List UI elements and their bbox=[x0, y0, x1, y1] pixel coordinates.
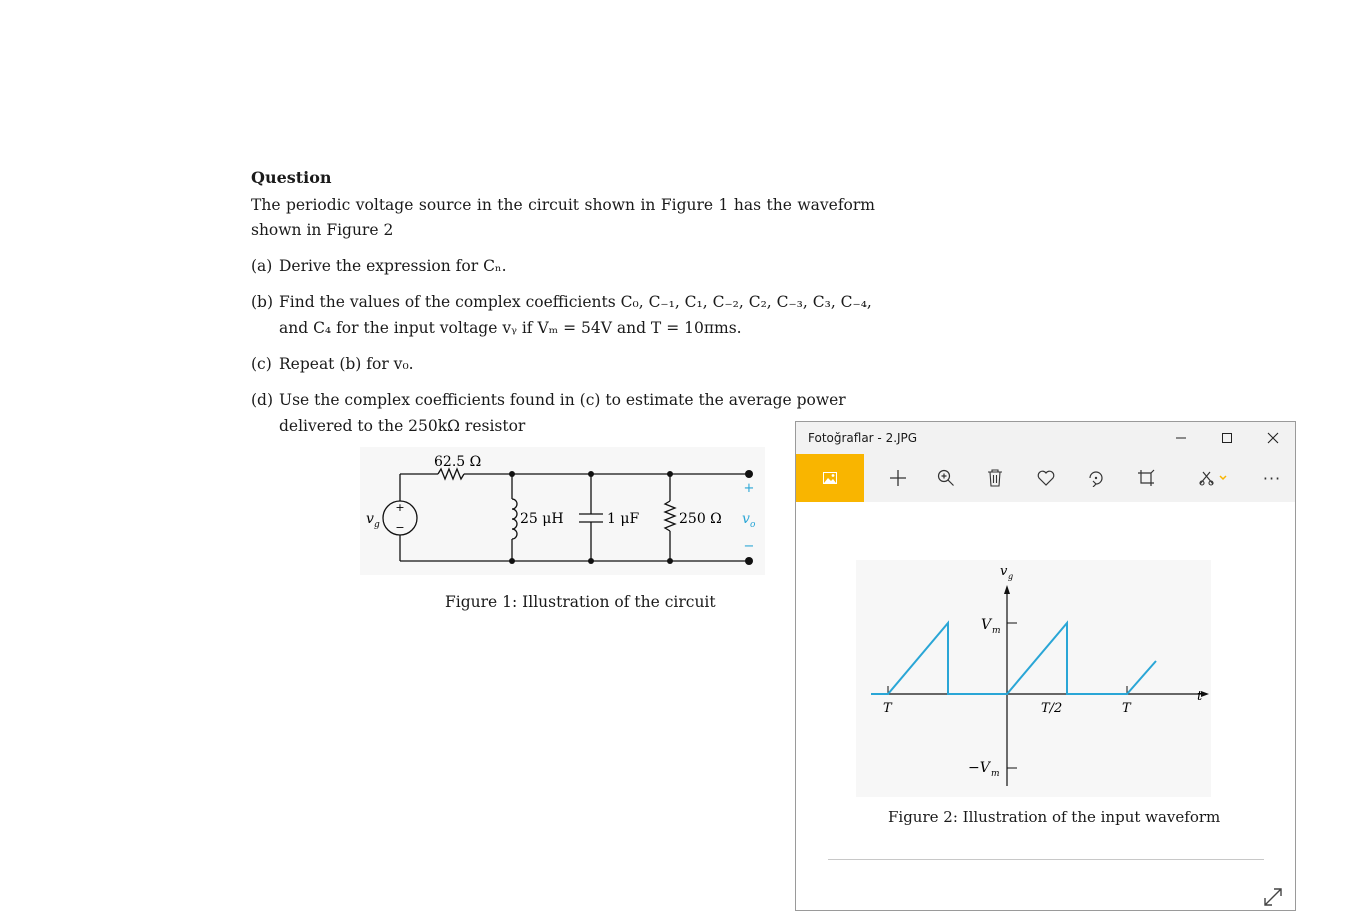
tick-label-mid: T/2 bbox=[1041, 701, 1063, 716]
source-minus: − bbox=[395, 521, 405, 534]
waveform-figure bbox=[856, 560, 1211, 797]
vm-label-sub: m bbox=[992, 626, 1001, 636]
neg-vm-label: −V bbox=[968, 760, 990, 776]
question-document bbox=[251, 168, 875, 439]
expand-icon[interactable] bbox=[1262, 886, 1284, 908]
minimize-button[interactable] bbox=[1158, 422, 1204, 454]
edit-icon bbox=[1198, 469, 1228, 487]
photos-window bbox=[795, 421, 1296, 911]
neg-vm-label-sub: m bbox=[991, 769, 1000, 779]
waveform-plot bbox=[856, 560, 1211, 797]
rotate-button[interactable] bbox=[1074, 454, 1118, 502]
load-resistor-symbol bbox=[665, 501, 675, 531]
photos-toolbar bbox=[796, 454, 1295, 502]
delete-icon bbox=[987, 469, 1003, 487]
rotate-icon bbox=[1087, 469, 1105, 487]
load-resistor-label: 250 Ω bbox=[679, 511, 722, 527]
delete-button[interactable] bbox=[973, 454, 1017, 502]
question-part-c bbox=[251, 351, 875, 377]
favorite-icon bbox=[1037, 470, 1055, 486]
capacitor-label: 1 μF bbox=[607, 511, 640, 527]
image-button[interactable] bbox=[796, 454, 864, 502]
part-label: (b) bbox=[251, 293, 274, 311]
zoom-in-icon bbox=[937, 469, 955, 487]
vm-label: V bbox=[981, 617, 992, 633]
add-button[interactable] bbox=[876, 454, 920, 502]
part-label: (a) bbox=[251, 257, 273, 275]
figure1-caption: Figure 1: Illustration of the circuit bbox=[445, 593, 716, 611]
more-button[interactable] bbox=[1250, 454, 1294, 502]
question-heading: Question bbox=[251, 168, 332, 187]
zoom-in-button[interactable] bbox=[924, 454, 968, 502]
output-minus: − bbox=[743, 539, 755, 554]
inductor-label: 25 μH bbox=[520, 511, 564, 527]
question-part-d bbox=[251, 387, 875, 439]
part-text: Repeat (b) for v₀. bbox=[279, 355, 414, 373]
circuit-diagram bbox=[360, 447, 765, 575]
divider bbox=[828, 859, 1264, 860]
maximize-button[interactable] bbox=[1204, 422, 1250, 454]
close-button[interactable] bbox=[1250, 422, 1296, 454]
image-icon bbox=[823, 472, 837, 484]
output-plus: + bbox=[743, 481, 755, 496]
maximize-icon bbox=[1221, 432, 1233, 444]
favorite-button[interactable] bbox=[1024, 454, 1068, 502]
part-text: Use the complex coefficients found in (c) to estimate the average power delivered to the 250kΩ resistor bbox=[279, 391, 846, 435]
question-intro: The periodic voltage source in the circuit shown in Figure 1 has the waveform shown in Figure 2 bbox=[251, 196, 875, 239]
series-resistor-label: 62.5 Ω bbox=[434, 454, 482, 470]
waveform-line bbox=[871, 623, 1156, 694]
y-axis-label-sub: g bbox=[1008, 572, 1014, 581]
window-title: Fotoğraflar - 2.JPG bbox=[808, 431, 918, 445]
source-label: v bbox=[366, 511, 374, 527]
part-label: (d) bbox=[251, 391, 274, 409]
part-label: (c) bbox=[251, 355, 272, 373]
figure2-caption: Figure 2: Illustration of the input waveform bbox=[888, 808, 1221, 826]
y-axis-arrow bbox=[1004, 585, 1010, 594]
output-sub: o bbox=[750, 520, 756, 530]
tick-label-right: T bbox=[1122, 701, 1131, 716]
output-label: v bbox=[742, 511, 750, 527]
edit-button[interactable] bbox=[1188, 454, 1238, 502]
circuit-figure bbox=[360, 447, 765, 575]
more-icon: ··· bbox=[1262, 468, 1282, 488]
close-icon bbox=[1267, 432, 1279, 444]
part-text: Find the values of the complex coefficients C₀, C₋₁, C₁, C₋₂, C₂, C₋₃, C₃, C₋₄, and C₄ for the input voltage vᵧ if Vₘ = 54V and T = 10πms. bbox=[279, 293, 872, 337]
source-sub: g bbox=[374, 520, 380, 530]
x-axis-label: t bbox=[1197, 689, 1203, 704]
question-part-a bbox=[251, 253, 875, 279]
add-icon bbox=[889, 469, 907, 487]
source-plus: + bbox=[395, 501, 405, 514]
crop-icon bbox=[1137, 469, 1155, 487]
crop-button[interactable] bbox=[1124, 454, 1168, 502]
inductor-symbol bbox=[512, 499, 517, 539]
question-part-b bbox=[251, 289, 875, 341]
part-text: Derive the expression for Cₙ. bbox=[279, 257, 507, 275]
window-titlebar[interactable] bbox=[796, 422, 1295, 454]
y-axis-label: v bbox=[1000, 564, 1008, 579]
tick-label-left: T bbox=[883, 701, 892, 716]
image-viewer[interactable] bbox=[796, 502, 1295, 910]
series-resistor-symbol bbox=[438, 469, 464, 479]
minimize-icon bbox=[1175, 432, 1187, 444]
